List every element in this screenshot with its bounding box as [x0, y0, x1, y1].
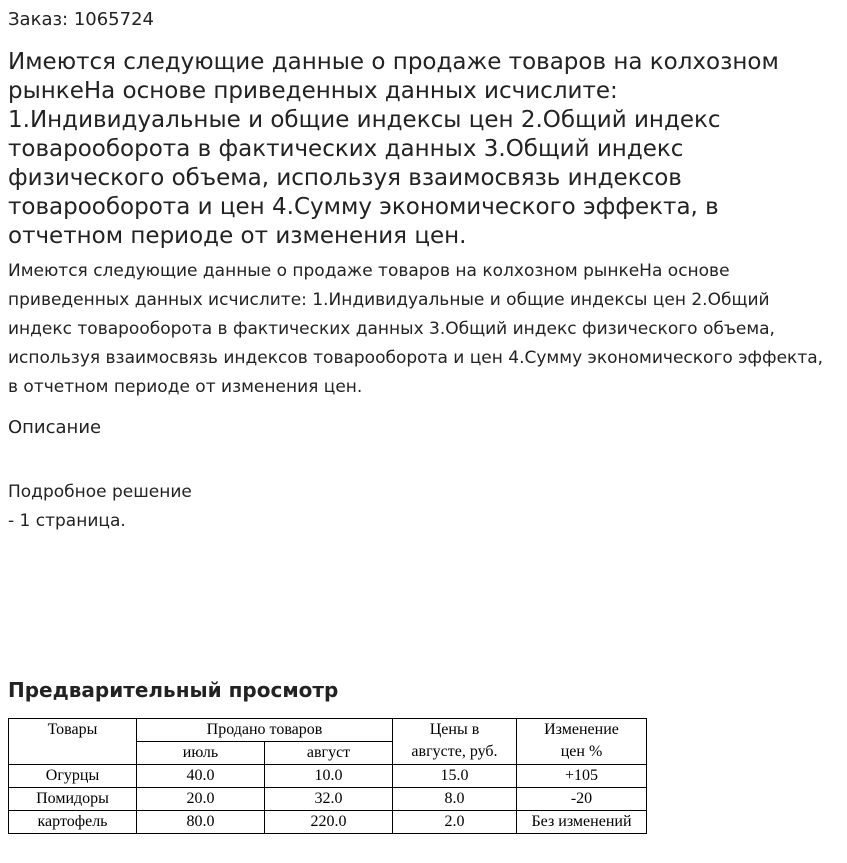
- cell-price: 2.0: [393, 811, 517, 834]
- cell-price: 8.0: [393, 788, 517, 811]
- preview-table: [8, 718, 647, 834]
- header-goods: Товары: [9, 719, 137, 765]
- cell-change: +105: [517, 765, 647, 788]
- header-sold: Продано товаров: [137, 719, 393, 742]
- cell-goods: картофель: [9, 811, 137, 834]
- header-change-line2: цен %: [560, 743, 603, 760]
- table-row: [9, 788, 647, 811]
- cell-change: Без изменений: [517, 811, 647, 834]
- page-title: Имеются следующие данные о продаже товаров на колхозном рынкеНа основе приведенных данных исчислите: 1.Индивидуальные и общие индексы цен 2.Общий индекс товарооборота в фактических данных 3.Общий индекс физического объема, используя взаимосвязь индексов товарооборота и цен 4.Сумму экономического эффекта, в отчетном периоде от изменения цен.: [8, 49, 779, 249]
- section-label-description: Описание: [8, 417, 102, 438]
- header-change-line1: Изменение: [544, 721, 619, 738]
- cell-july: 20.0: [137, 788, 265, 811]
- cell-goods: Огурцы: [9, 765, 137, 788]
- header-august: август: [265, 742, 393, 765]
- cell-july: 40.0: [137, 765, 265, 788]
- header-price-line1: Цены в: [429, 721, 480, 738]
- header-july: июль: [137, 742, 265, 765]
- header-change: [517, 719, 647, 765]
- cell-august: 32.0: [265, 788, 393, 811]
- header-price-line2: августе, руб.: [411, 743, 498, 760]
- cell-july: 80.0: [137, 811, 265, 834]
- table-header-row: [9, 719, 647, 742]
- table-row: [9, 765, 647, 788]
- cell-august: 220.0: [265, 811, 393, 834]
- header-price: [393, 719, 517, 765]
- order-number: Заказ: 1065724: [8, 9, 154, 30]
- cell-change: -20: [517, 788, 647, 811]
- cell-august: 10.0: [265, 765, 393, 788]
- cell-goods: Помидоры: [9, 788, 137, 811]
- solution-title: Подробное решение: [8, 482, 192, 502]
- table-row: [9, 811, 647, 834]
- solution-info: [8, 478, 192, 536]
- task-description: Имеются следующие данные о продаже товаров на колхозном рынкеНа основе приведенных данных исчислите: 1.Индивидуальные и общие индексы цен 2.Общий индекс товарооборота в фактических данных 3.Общий индекс физического объема, используя взаимосвязь индексов товарооборота и цен 4.Сумму экономического эффекта, в отчетном периоде от изменения цен.: [8, 261, 824, 397]
- preview-heading: Предварительный просмотр: [8, 678, 339, 702]
- cell-price: 15.0: [393, 765, 517, 788]
- solution-pages: - 1 страница.: [8, 511, 126, 531]
